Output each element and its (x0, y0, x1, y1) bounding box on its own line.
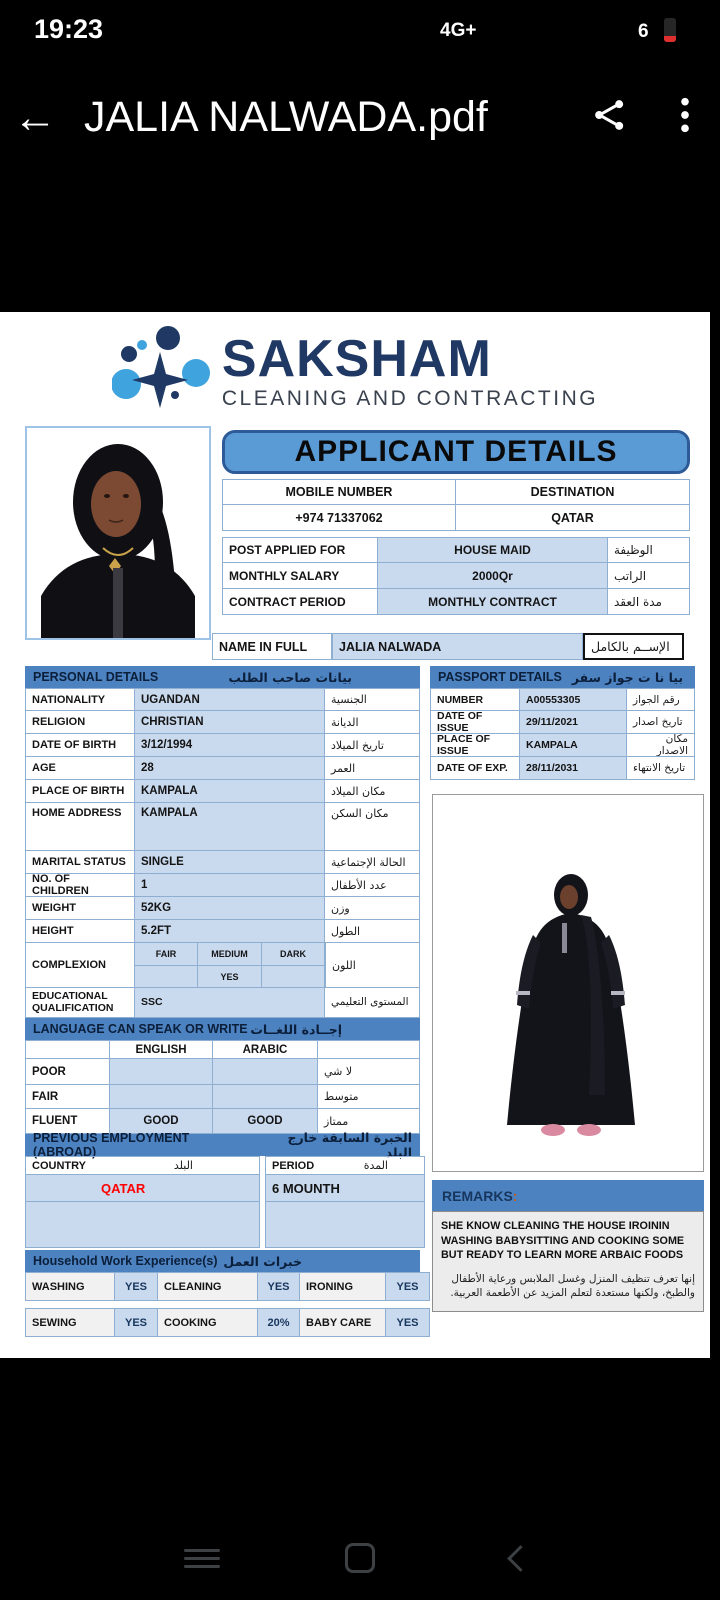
recents-button[interactable] (172, 1538, 232, 1578)
skill-value: YES (258, 1272, 300, 1301)
remarks-header (432, 1180, 704, 1211)
employment-section-header (25, 1130, 420, 1160)
row-label: POOR (25, 1059, 110, 1085)
status-bar (0, 0, 720, 55)
app-bar (0, 70, 720, 165)
household-row-1 (25, 1272, 420, 1301)
row-arabic: تاريخ اصدار (627, 711, 695, 734)
row-value: 29/11/2021 (520, 711, 627, 734)
table-row (25, 688, 420, 711)
row-arabic: ممتاز (318, 1109, 420, 1134)
name-in-full-row (212, 633, 684, 660)
row-arabic: متوسط (318, 1085, 420, 1109)
row-value: 28 (135, 757, 325, 780)
passport-title-arabic: بيا نا ت جواز سفر (571, 669, 684, 685)
row-label: MARITAL STATUS (25, 851, 135, 874)
applicant-details-section (222, 430, 690, 615)
household-title: Household Work Experience(s) (33, 1254, 218, 1268)
applicant-details-header: APPLICANT DETAILS (222, 430, 690, 474)
passport-title: PASSPORT DETAILS (438, 670, 562, 684)
row-english: GOOD (110, 1109, 213, 1134)
row-arabic: تاريخ الانتهاء (627, 757, 695, 780)
row-label: AGE (25, 757, 135, 780)
row-value: KAMPALA (520, 734, 627, 757)
row-label: NATIONALITY (25, 688, 135, 711)
destination-value: QATAR (456, 505, 690, 531)
contract-period-label: CONTRACT PERIOD (222, 589, 378, 615)
contact-table (222, 479, 690, 531)
row-english (110, 1059, 213, 1085)
row-label: FLUENT (25, 1109, 110, 1134)
row-arabic: وزن (325, 897, 420, 920)
remarks-text-english: SHE KNOW CLEANING THE HOUSE IROININ WASHING BABYSITTING AND COOKING SOME BUT READY TO LEARN MORE ARBAIC FOODS (441, 1220, 685, 1262)
monthly-salary-arabic: الراتب (608, 563, 690, 589)
overflow-menu-icon[interactable] (650, 95, 720, 140)
complexion-arabic: اللون (325, 943, 420, 988)
fullbody-illustration (433, 795, 703, 1171)
language-columns-row (25, 1040, 420, 1059)
mobile-number-value: +974 71337062 (222, 505, 456, 531)
back-chevron-icon (507, 1545, 534, 1572)
row-arabic: العمر (325, 757, 420, 780)
education-value: SSC (135, 988, 325, 1018)
post-table (222, 537, 690, 615)
row-label: PLACE OF ISSUE (430, 734, 520, 757)
skill-label: BABY CARE (300, 1308, 386, 1337)
period-label: PERIOD (272, 1159, 315, 1172)
network-indicator: 4G+ (440, 20, 477, 41)
employment-blank-cell (265, 1202, 425, 1248)
complexion-dark: DARK (262, 943, 325, 966)
contract-period-arabic: مدة العقد (608, 589, 690, 615)
education-label: EDUCATIONAL QUALIFICATION (25, 988, 135, 1018)
remarks-title: REMARKS (442, 1187, 513, 1204)
employment-columns-row (25, 1156, 420, 1175)
complexion-blank (135, 966, 198, 988)
employment-period-value: 6 MOUNTH (265, 1175, 425, 1202)
table-row (25, 897, 420, 920)
skill-value: YES (386, 1272, 430, 1301)
pdf-page[interactable] (0, 312, 710, 1358)
post-applied-arabic: الوظيفة (608, 537, 690, 563)
language-row-poor (25, 1059, 420, 1085)
row-label: HOME ADDRESS (25, 803, 135, 851)
applicant-portrait-photo (25, 426, 211, 640)
table-row (430, 688, 695, 711)
skill-value: YES (115, 1272, 158, 1301)
battery-percent: 6 (638, 21, 649, 42)
document-title: JALIA NALWADA.pdf (84, 93, 488, 141)
contract-period-value: MONTHLY CONTRACT (378, 589, 608, 615)
row-value: 1 (135, 874, 325, 897)
row-arabic-col: GOOD (213, 1109, 318, 1134)
education-arabic: المستوى التعليمي (325, 988, 420, 1018)
skill-label: WASHING (25, 1272, 115, 1301)
company-logo (0, 322, 710, 422)
complexion-medium: MEDIUM (198, 943, 262, 966)
mobile-number-header: MOBILE NUMBER (222, 479, 456, 505)
skill-label: IRONING (300, 1272, 386, 1301)
row-label: FAIR (25, 1085, 110, 1109)
row-arabic: الديانة (325, 711, 420, 734)
row-arabic: تاريخ الميلاد (325, 734, 420, 757)
home-icon (345, 1543, 375, 1573)
row-arabic: مكان السكن (325, 803, 420, 851)
employment-blank-row (25, 1202, 420, 1248)
language-section-header (25, 1018, 420, 1040)
navigation-bar (0, 1500, 720, 1600)
row-value: A00553305 (520, 688, 627, 711)
employment-country-value: QATAR (25, 1175, 260, 1202)
back-button[interactable] (490, 1538, 550, 1578)
monthly-salary-label: MONTHLY SALARY (222, 563, 378, 589)
applicant-fullbody-photo (432, 794, 704, 1172)
personal-details-title: PERSONAL DETAILS (33, 670, 159, 684)
skill-value: YES (115, 1308, 158, 1337)
passport-details-header (430, 666, 695, 688)
row-arabic: الجنسية (325, 688, 420, 711)
clock: 19:23 (34, 14, 104, 44)
employment-blank-cell (25, 1202, 260, 1248)
logo-mark-icon (112, 326, 212, 418)
row-arabic-col (213, 1059, 318, 1085)
row-label: RELIGION (25, 711, 135, 734)
table-row (25, 780, 420, 803)
logo-company-name: SAKSHAM (221, 330, 492, 388)
table-row (25, 851, 420, 874)
table-row (430, 734, 695, 757)
complexion-options (135, 943, 325, 988)
personal-details-title-arabic: بيانات صاحب الطلب (228, 669, 352, 685)
row-value: 5.2FT (135, 920, 325, 943)
row-value: UGANDAN (135, 688, 325, 711)
table-row (25, 734, 420, 757)
destination-header: DESTINATION (456, 479, 690, 505)
household-section-header (25, 1250, 420, 1272)
language-title: LANGUAGE CAN SPEAK OR WRITE (33, 1022, 248, 1036)
table-row (25, 803, 420, 851)
post-applied-label: POST APPLIED FOR (222, 537, 378, 563)
complexion-fair: FAIR (135, 943, 198, 966)
share-icon[interactable] (570, 95, 650, 140)
table-row (430, 757, 695, 780)
row-value: 3/12/1994 (135, 734, 325, 757)
name-in-full-label: NAME IN FULL (212, 633, 332, 660)
battery-icon (664, 18, 676, 42)
household-title-arabic: خبرات العمل (223, 1253, 302, 1269)
skill-label: SEWING (25, 1308, 115, 1337)
skill-label: CLEANING (158, 1272, 258, 1301)
employment-title: PREVIOUS EMPLOYMENT (ABROAD) (33, 1131, 190, 1159)
row-value: KAMPALA (135, 780, 325, 803)
language-col-arabic: ARABIC (213, 1040, 318, 1059)
row-label: DATE OF EXP. (430, 757, 520, 780)
share-icon-glyph (590, 95, 630, 135)
language-blank-cell (25, 1040, 110, 1059)
language-col-english: ENGLISH (110, 1040, 213, 1059)
remarks-body (432, 1211, 704, 1312)
skill-label: COOKING (158, 1308, 258, 1337)
complexion-row (25, 943, 420, 988)
row-arabic: الطول (325, 920, 420, 943)
personal-details-header (25, 666, 420, 688)
employment-value-row (25, 1175, 420, 1202)
row-arabic-col (213, 1085, 318, 1109)
country-header-cell (25, 1156, 260, 1175)
row-arabic: مكان الاصدار (627, 734, 695, 757)
remarks-colon: : (512, 1187, 518, 1204)
left-column (25, 666, 420, 1337)
row-value: KAMPALA (135, 803, 325, 851)
row-arabic: عدد الأطفال (325, 874, 420, 897)
home-button[interactable] (330, 1538, 390, 1578)
table-row (25, 874, 420, 897)
row-value: SINGLE (135, 851, 325, 874)
skill-value: YES (386, 1308, 430, 1337)
household-row-gap (25, 1301, 420, 1308)
education-row (25, 988, 420, 1018)
row-value: CHRISTIAN (135, 711, 325, 734)
name-in-full-arabic: الإســم بالكامل (583, 633, 684, 660)
complexion-label: COMPLEXION (25, 943, 135, 988)
complexion-answer: YES (198, 966, 262, 988)
remarks-text-arabic: إنها تعرف تنظيف المنزل وغسل الملابس ورعاية الأطفال والطبخ، ولكنها مستعدة لتعلم المزيد عن الأطعمة العربية. (450, 1272, 695, 1300)
language-title-arabic: إجــادة اللغــات (250, 1021, 342, 1037)
post-applied-value: HOUSE MAID (378, 537, 608, 563)
row-arabic: مكان الميلاد (325, 780, 420, 803)
skill-value: 20% (258, 1308, 300, 1337)
table-row (25, 920, 420, 943)
period-label-arabic: المدة (363, 1159, 388, 1172)
row-arabic: لا شي (318, 1059, 420, 1085)
overflow-menu-glyph (667, 95, 703, 135)
language-row-fair (25, 1085, 420, 1109)
monthly-salary-value: 2000Qr (378, 563, 608, 589)
row-label: NUMBER (430, 688, 520, 711)
language-blank-cell (318, 1040, 420, 1059)
row-label: NO. OF CHILDREN (25, 874, 135, 897)
row-arabic: الحالة الإجتماعية (325, 851, 420, 874)
row-label: PLACE OF BIRTH (25, 780, 135, 803)
table-row (430, 711, 695, 734)
row-english (110, 1085, 213, 1109)
row-value: 52KG (135, 897, 325, 920)
recents-icon (184, 1544, 220, 1573)
row-arabic: رقم الجواز (627, 688, 695, 711)
country-label-arabic: البلد (173, 1159, 193, 1172)
row-label: DATE OF ISSUE (430, 711, 520, 734)
portrait-illustration (27, 428, 209, 638)
period-header-cell (265, 1156, 425, 1175)
household-row-2 (25, 1308, 420, 1337)
employment-title-arabic: الخبرة السابقة خارج البلد (287, 1130, 412, 1160)
row-label: HEIGHT (25, 920, 135, 943)
logo-tagline: CLEANING AND CONTRACTING (221, 387, 599, 410)
table-row (25, 757, 420, 780)
logo-text (221, 330, 599, 411)
country-label: COUNTRY (32, 1159, 86, 1172)
row-label: WEIGHT (25, 897, 135, 920)
name-in-full-value: JALIA NALWADA (332, 633, 583, 660)
back-arrow-icon[interactable]: ← (13, 93, 57, 142)
row-value: 28/11/2031 (520, 757, 627, 780)
row-label: DATE OF BIRTH (25, 734, 135, 757)
passport-details-section (430, 666, 695, 780)
table-row (25, 711, 420, 734)
complexion-blank (262, 966, 325, 988)
